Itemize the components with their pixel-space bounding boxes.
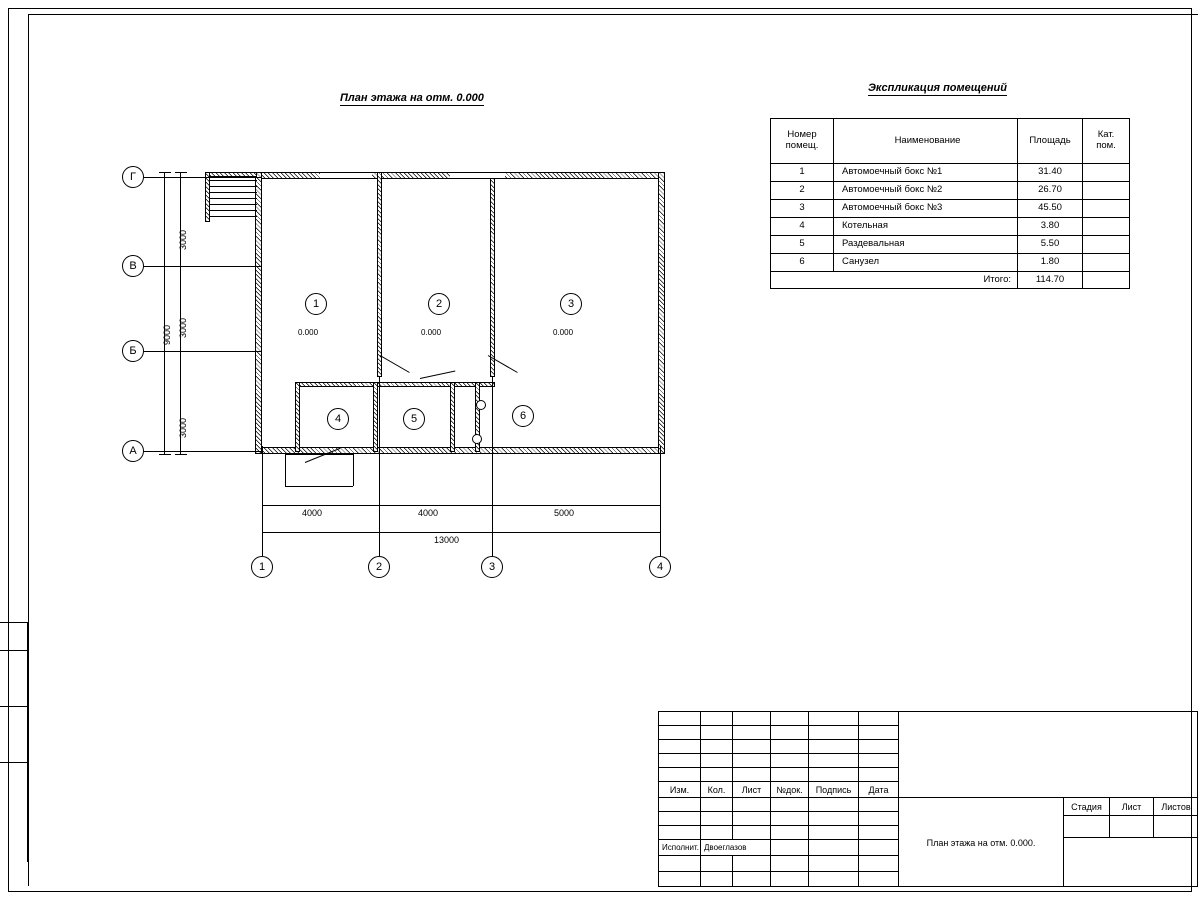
cell-room-category <box>1083 164 1130 182</box>
cell-room-area: 26.70 <box>1018 181 1083 199</box>
porch-right <box>353 454 354 486</box>
left-margin-cell <box>0 707 28 763</box>
porch-bottom <box>285 486 353 487</box>
stamp-col-list: Лист <box>733 782 771 798</box>
stamp-cell <box>659 798 701 812</box>
cell-room-name: Автомоечный бокс №1 <box>834 164 1018 182</box>
dim-tick <box>492 499 493 511</box>
stamp-role-name: Двоеглазов <box>701 840 771 856</box>
gate-line <box>320 172 372 173</box>
stair-tread <box>210 180 257 181</box>
gate-line <box>450 178 505 179</box>
stamp-sheets-label: Листов <box>1154 798 1198 816</box>
dim-vertical-total: 9000 <box>162 324 172 345</box>
total-label: Итого: <box>771 271 1018 289</box>
stamp-cell <box>733 798 771 812</box>
stamp-cell <box>771 740 809 754</box>
stamp-cell <box>659 768 701 782</box>
stamp-cell <box>859 812 899 826</box>
stamp-cell <box>809 712 859 726</box>
cell-room-number: 1 <box>771 164 834 182</box>
left-margin-cell <box>0 623 28 651</box>
stamp-cell <box>659 712 701 726</box>
stamp-cell <box>659 754 701 768</box>
stamp-cell <box>809 768 859 782</box>
dim-vertical-2: 3000 <box>178 317 188 338</box>
cell-room-category <box>1083 217 1130 235</box>
cell-room-number: 2 <box>771 181 834 199</box>
stamp-organization <box>1064 838 1198 887</box>
stamp-sheet-value <box>1110 816 1154 838</box>
stamp-cell <box>859 726 899 740</box>
stamp-role-label: Исполнит. <box>659 840 701 856</box>
cell-room-category <box>1083 253 1130 271</box>
room-bubble-1: 1 <box>305 293 327 315</box>
cell-room-category <box>1083 181 1130 199</box>
stamp-cell <box>701 740 733 754</box>
stamp-stage-value <box>1064 816 1110 838</box>
dim-horizontal-3: 5000 <box>554 508 575 518</box>
wall-service-mid-1 <box>373 382 378 452</box>
table-row <box>771 181 1130 199</box>
stamp-cell <box>859 712 899 726</box>
dim-horizontal-2: 4000 <box>418 508 439 518</box>
cell-room-category <box>1083 199 1130 217</box>
stamp-top-right-blank <box>899 712 1198 798</box>
axis-line-g <box>144 177 262 178</box>
room-bubble-4: 4 <box>327 408 349 430</box>
cell-room-number: 4 <box>771 217 834 235</box>
room-bubble-6: 6 <box>512 405 534 427</box>
cell-room-name: Автомоечный бокс №2 <box>834 181 1018 199</box>
title-block <box>658 711 1198 887</box>
stamp-cell <box>701 856 733 872</box>
axis-bubble-v: В <box>122 255 144 277</box>
stamp-cell <box>659 812 701 826</box>
wall-service-left <box>295 382 300 452</box>
leader-line <box>420 371 455 379</box>
cell-room-name: Санузел <box>834 253 1018 271</box>
stamp-cell <box>859 768 899 782</box>
cell-room-name: Котельная <box>834 217 1018 235</box>
exposition-title: Экспликация помещений <box>868 82 1007 94</box>
total-value: 114.70 <box>1018 271 1083 289</box>
header-room-number-line1: Номер <box>787 129 817 141</box>
wall-exterior-bottom <box>255 447 665 454</box>
dim-tick <box>660 526 661 538</box>
stamp-cell <box>701 754 733 768</box>
room-level-2: 0.000 <box>421 328 442 337</box>
room-bubble-2: 2 <box>428 293 450 315</box>
table-row <box>771 235 1130 253</box>
stamp-cell <box>733 740 771 754</box>
room-bubble-5: 5 <box>403 408 425 430</box>
stamp-sheet-label: Лист <box>1110 798 1154 816</box>
stamp-cell <box>771 754 809 768</box>
dim-tick <box>660 499 661 511</box>
stair-tread <box>210 204 257 205</box>
dim-tick <box>159 172 171 173</box>
stamp-col-data: Дата <box>859 782 899 798</box>
room-level-1: 0.000 <box>298 328 319 337</box>
stamp-cell <box>809 856 859 872</box>
stamp-cell <box>733 754 771 768</box>
stamp-cell <box>859 798 899 812</box>
stamp-cell <box>771 712 809 726</box>
stamp-cell <box>733 726 771 740</box>
stamp-cell <box>659 826 701 840</box>
stamp-stage-label: Стадия <box>1064 798 1110 816</box>
stamp-cell <box>809 726 859 740</box>
stamp-cell <box>701 768 733 782</box>
stamp-cell <box>701 726 733 740</box>
stamp-cell <box>859 856 899 872</box>
stamp-cell <box>859 840 899 856</box>
room-level-3: 0.000 <box>553 328 574 337</box>
table-row <box>771 253 1130 271</box>
dim-tick <box>175 454 187 455</box>
axis-bubble-b: Б <box>122 340 144 362</box>
left-margin-cell <box>0 651 28 707</box>
cell-room-name: Автомоечный бокс №3 <box>834 199 1018 217</box>
stamp-col-podpis: Подпись <box>809 782 859 798</box>
wall-partition-1-2 <box>377 172 382 377</box>
dim-vertical-1: 3000 <box>178 229 188 250</box>
stamp-cell <box>701 712 733 726</box>
table-row <box>771 217 1130 235</box>
dim-tick <box>175 266 187 267</box>
header-room-number <box>771 119 834 164</box>
dim-tick <box>175 351 187 352</box>
stamp-cell <box>859 740 899 754</box>
dim-horizontal-total: 13000 <box>434 535 460 545</box>
stamp-cell <box>771 856 809 872</box>
stamp-col-kol: Кол. <box>701 782 733 798</box>
stamp-cell <box>809 812 859 826</box>
cell-room-number: 3 <box>771 199 834 217</box>
stair-tread <box>210 198 257 199</box>
axis-bubble-1: 1 <box>251 556 273 578</box>
header-category <box>1083 119 1130 164</box>
stair-tread <box>210 192 257 193</box>
wall-partition-2-3 <box>490 172 495 377</box>
stamp-cell <box>859 826 899 840</box>
plan-title: План этажа на отм. 0.000 <box>340 92 484 104</box>
axis-line-3 <box>492 377 493 556</box>
table-row <box>771 199 1130 217</box>
dim-horizontal-1: 4000 <box>302 508 323 518</box>
floor-plan <box>120 150 700 590</box>
stamp-cell <box>701 826 733 840</box>
stamp-cell <box>809 826 859 840</box>
stamp-cell <box>659 726 701 740</box>
cell-room-category <box>1083 235 1130 253</box>
axis-bubble-g: Г <box>122 166 144 188</box>
cell-room-name: Раздевальная <box>834 235 1018 253</box>
cell-room-area: 45.50 <box>1018 199 1083 217</box>
axis-line-b <box>144 351 262 352</box>
stamp-col-izm: Изм. <box>659 782 701 798</box>
dim-tick <box>262 526 263 538</box>
stamp-cell <box>733 812 771 826</box>
room-bubble-3: 3 <box>560 293 582 315</box>
total-category <box>1083 271 1130 289</box>
stamp-cell <box>659 856 701 872</box>
stamp-cell <box>771 872 809 887</box>
stamp-sheets-value <box>1154 816 1198 838</box>
stair-tread <box>210 186 257 187</box>
stamp-col-ndok: №док. <box>771 782 809 798</box>
wall-exterior-left <box>255 172 262 454</box>
header-name: Наименование <box>834 119 1018 164</box>
dim-tick <box>262 499 263 511</box>
dim-vertical-3: 3000 <box>178 417 188 438</box>
stamp-cell <box>701 872 733 887</box>
stamp-cell <box>771 726 809 740</box>
exposition-table <box>770 118 1130 289</box>
axis-bubble-2: 2 <box>368 556 390 578</box>
dim-tick <box>379 499 380 511</box>
cell-room-area: 1.80 <box>1018 253 1083 271</box>
cell-room-area: 31.40 <box>1018 164 1083 182</box>
axis-bubble-a: А <box>122 440 144 462</box>
stamp-cell <box>809 840 859 856</box>
dim-chain-horizontal-inner <box>262 505 660 506</box>
stamp-cell <box>859 872 899 887</box>
cell-room-number: 6 <box>771 253 834 271</box>
stamp-cell <box>733 856 771 872</box>
dim-chain-vertical-inner <box>180 172 181 454</box>
stair-tread <box>210 210 257 211</box>
header-category-line1: Кат. <box>1097 129 1115 141</box>
gate-line <box>450 172 505 173</box>
stamp-cell <box>659 872 701 887</box>
sheet-left-margin-blocks <box>0 622 28 862</box>
axis-line-2 <box>379 377 380 556</box>
fixture-sink <box>476 400 486 410</box>
dim-tick <box>159 454 171 455</box>
cell-room-area: 3.80 <box>1018 217 1083 235</box>
stamp-cell <box>701 798 733 812</box>
stamp-cell <box>733 712 771 726</box>
wall-service-mid-2 <box>450 382 455 452</box>
axis-bubble-3: 3 <box>481 556 503 578</box>
cell-room-area: 5.50 <box>1018 235 1083 253</box>
axis-line-v <box>144 266 262 267</box>
header-category-line2: пом. <box>1096 140 1116 151</box>
cell-room-number: 5 <box>771 235 834 253</box>
wall-service-top <box>295 382 495 387</box>
axis-line-a <box>144 451 262 452</box>
gate-line <box>320 178 372 179</box>
axis-bubble-4: 4 <box>649 556 671 578</box>
wall-exterior-right <box>658 172 665 454</box>
fixture-wc <box>472 434 482 444</box>
stamp-cell <box>809 754 859 768</box>
stamp-cell <box>771 812 809 826</box>
stamp-cell <box>733 872 771 887</box>
header-room-number-line2: помещ. <box>785 140 819 151</box>
dim-chain-horizontal-outer <box>262 532 660 533</box>
stamp-cell <box>771 768 809 782</box>
header-area: Площадь <box>1018 119 1083 164</box>
stamp-cell <box>771 826 809 840</box>
stair-tread <box>210 216 257 217</box>
stamp-drawing-name: План этажа на отм. 0.000. <box>899 798 1064 887</box>
stamp-cell <box>659 740 701 754</box>
stamp-cell <box>771 798 809 812</box>
leader-line <box>380 355 410 373</box>
table-header-row <box>771 119 1130 164</box>
table-row <box>771 164 1130 182</box>
stamp-cell <box>859 754 899 768</box>
porch-top <box>285 454 353 455</box>
dim-tick <box>175 172 187 173</box>
table-total-row <box>771 271 1130 289</box>
dim-chain-vertical-outer <box>164 172 165 454</box>
stamp-cell <box>809 872 859 887</box>
stamp-cell <box>771 840 809 856</box>
stamp-cell <box>809 740 859 754</box>
porch-left <box>285 454 286 486</box>
stamp-cell <box>809 798 859 812</box>
stamp-cell <box>733 768 771 782</box>
stamp-cell <box>733 826 771 840</box>
stamp-cell <box>701 812 733 826</box>
